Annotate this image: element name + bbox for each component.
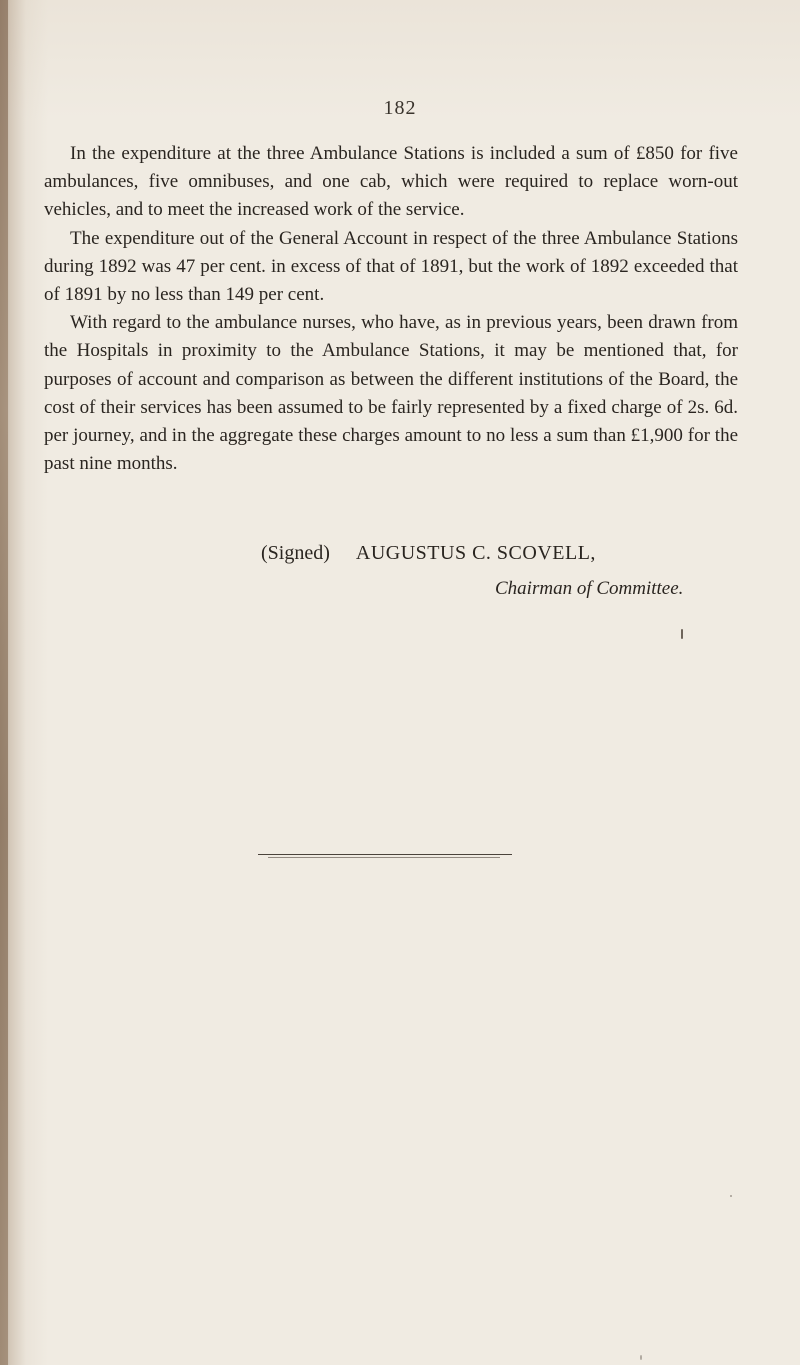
paper-speck [640,1355,642,1360]
closing-rule [258,854,512,855]
report-body [44,140,738,478]
page-binding-edge [0,0,8,1365]
paragraph-general-account: The expenditure out of the General Account in respect of the three Ambulance Stations during 1892 was 47 per cent. in excess of that of 1891, but the work of 1892 exceeded that of 1891 by no less than 149 per cent. [44,227,738,306]
paper-speck [681,629,683,639]
paragraph-expenditure-vehicles: In the expenditure at the three Ambulance Stations is included a sum of £850 for five ambulances, five omnibuses, and one cab, which were required to replace worn-out vehicles, and to meet the increased work of the service. [44,143,738,221]
paper-speck [730,1195,732,1197]
signatory-title: Chairman of Committee. [495,578,684,599]
closing-rule-inner [268,857,500,858]
signed-label: (Signed) [261,542,330,564]
paragraph-ambulance-nurses: With regard to the ambulance nurses, who have, as in previous years, been drawn from the Hospitals in proximity to the Ambulance Stations, it may be mentioned that, for purposes of account and comparison as between the different institutions of the Board, the cost of their services has been assumed to be fairly represented by a fixed charge of 2s. 6d. per journey, and in the aggregate these charges amount to no less a sum than £1,900 for the past nine months. [44,312,738,475]
signatory-name: AUGUSTUS C. SCOVELL, [355,542,596,564]
signature-line [261,542,596,565]
page-number: 182 [383,97,417,119]
